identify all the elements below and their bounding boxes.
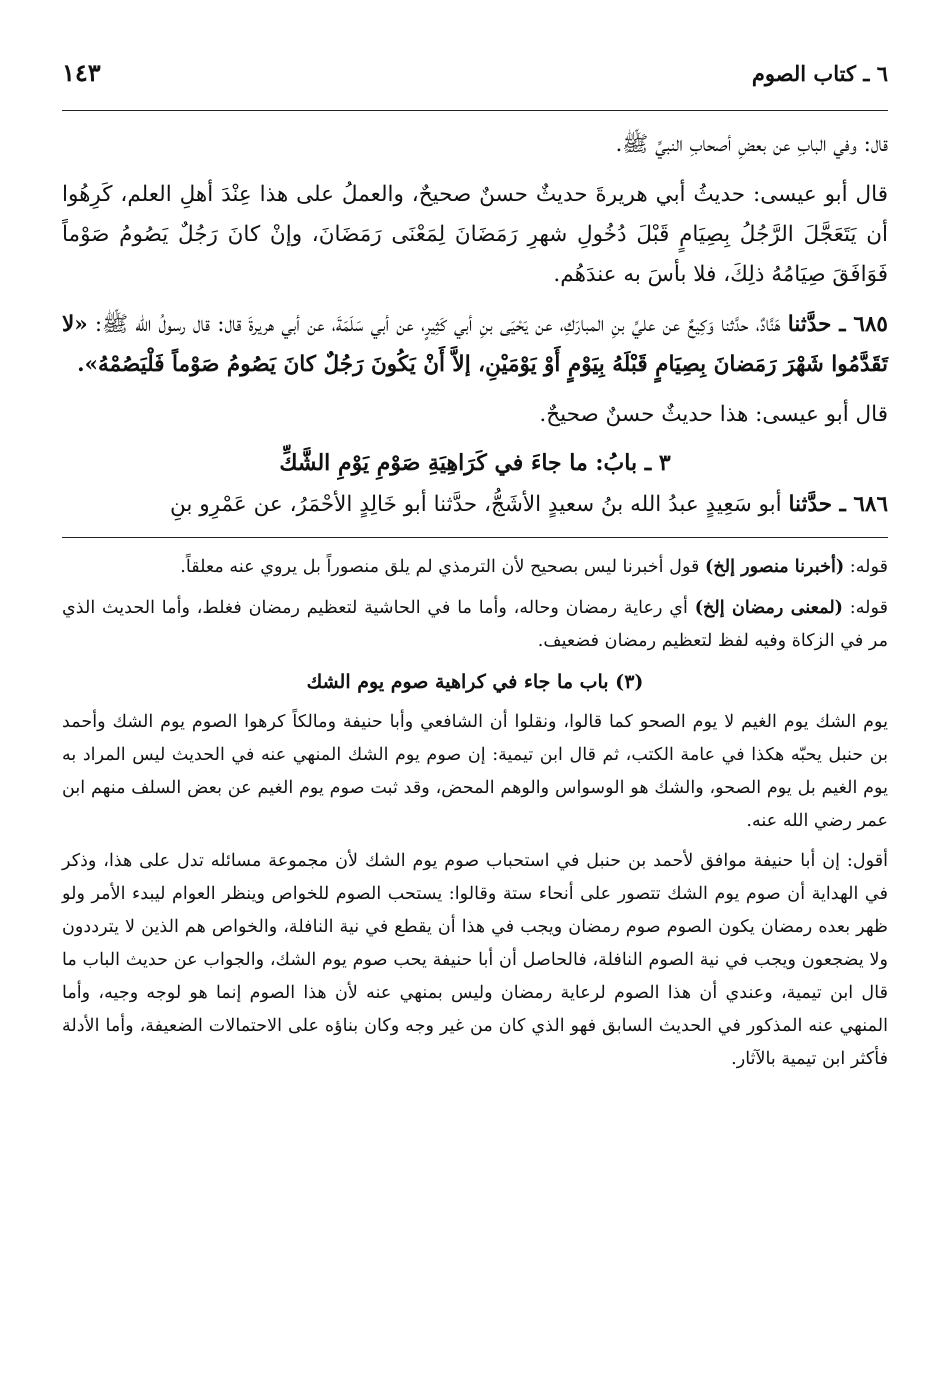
note-body: أي رعاية رمضان وحاله، وأما ما في الحاشية لتعظيم رمضان فغلط، وأما الحديث الذي مر في الزكاة وفيه لفظ لتعظيم رمضان فضعيف. <box>62 598 888 651</box>
hadith-number: ٦٨٦ ـ حدَّثنا <box>788 492 888 517</box>
hadith-isnad: هَنَّادٌ، حدَّثنا وَكِيعٌ عن عليِّ بنِ المبارَكِ، عن يَحْيَى بنِ أبي كَثِيرٍ، عن أبي سَلَمَةَ، عن أبي هريرةَ قال: قال رسولُ الله ﷺ: <box>94 312 781 337</box>
paragraph-abu-isa-comment: قال أبو عيسى: حديثُ أبي هريرةَ حديثٌ حسنٌ صحيحٌ، والعملُ على هذا عِنْدَ أهلِ العلم، كَرِهُوا أن يَتَعَجَّلَ الرَّجُلُ بِصِيَامٍ قَبْلَ دُخُولِ شهرِ رَمَضَانَ لِمَعْنَى رَمَضَانَ، وإنْ كانَ رَجُلٌ يَصُومُ صَوْماً فَوَافَقَ صِيَامُهُ ذلِكَ، فلا بأسَ به عندَهُم. <box>62 182 888 287</box>
note-lemma: (لمعنى رمضان إلخ) <box>694 597 844 618</box>
hadith-number: ٦٨٥ ـ حدَّثنا <box>787 312 888 337</box>
paragraph-grading: قال أبو عيسى: هذا حديثٌ حسنٌ صحيحٌ. <box>539 402 888 427</box>
note-prefix: قوله: <box>849 557 888 577</box>
page-header <box>62 58 888 104</box>
commentary-section-title: (٣) باب ما جاء في كراهية صوم يوم الشك <box>306 671 644 693</box>
bab-heading: ٣ ـ بابُ: ما جاءَ في كَرَاهِيَةِ صَوْمِ يَوْمِ الشَّكِّ <box>279 450 671 476</box>
paragraph-bab-note: قال: وفي البابِ عن بعضِ أصحابِ النبيِّ ﷺ. <box>615 132 888 157</box>
hadith-686 <box>62 485 888 525</box>
book-page <box>62 58 888 1076</box>
header-rule <box>62 110 888 111</box>
page-number: ١٤٣ <box>62 58 101 87</box>
note-3: يوم الشك يوم الغيم لا يوم الصحو كما قالوا، ونقلوا أن الشافعي وأبا حنيفة ومالكاً كرهوا الصوم يوم الشك وأحمد بن حنبل يحبّه هكذا في عامة الكتب، ثم قال ابن تيمية: إن صوم يوم الشك المنهي عنه في الحديث ليس المراد به يوم الغيم بل يوم الصحو، والشك هو الوسواس والوهم المحض، وقد ثبت صوم يوم الغيم عن بعض السلف منهم ابن عمر رضي الله عنه. <box>62 712 888 831</box>
note-4: أقول: إن أبا حنيفة موافق لأحمد بن حنبل في استحباب صوم يوم الشك لأن مجموعة مسائله تدل على هذا، وذكر في الهداية أن صوم يوم الشك تتصور على أنحاء ستة وقالوا: يستحب الصوم للخواص وينظر العوام ليبدء الأمر ولو ظهر بعده رمضان يكون الصوم صوم رمضان ويجب في هذا أن يقطع في نية النافلة، والخواص هم الذين لا يترددون ولا يضجعون ويجب في نية الصوم النافلة، فالحاصل أن أبا حنيفة يحب صوم يوم الشك، والجواب عن حديث الباب ما قال ابن تيمية، وعندي أن هذا الصوم لرعاية رمضان وليس بمنهي عنه لأن هذا الصوم إنما هو لوجه وجيه، وأما المنهي عنه المذكور في الحديث السابق فهو الذي كان من غير وجه وكان بناؤه على الاحتمالات الضعيفة، وأما الأدلة فأكثر ابن تيمية بالآثار. <box>62 851 888 1069</box>
hadith-685 <box>62 305 888 385</box>
chapter-title: ٦ ـ كتاب الصوم <box>751 61 888 86</box>
footnote-rule <box>62 537 888 538</box>
hadith-isnad: أبو سَعِيدٍ عبدُ الله بنُ سعيدٍ الأشَجُّ، حدَّثنا أبو خَالِدٍ الأحْمَرُ، عن عَمْرِو بنِ <box>170 492 782 517</box>
hadith-matn: «لا تَقَدَّمُوا شَهْرَ رَمَضانَ بِصِيَامٍ قَبْلَهُ بِيَوْمٍ أَوْ يَوْمَيْنِ، إلاَّ أَنْ يَكُونَ رَجُلٌ كانَ يَصُومُ صَوْماً فَلْيَصُمْهُ». <box>62 312 888 377</box>
note-2 <box>62 591 888 658</box>
note-body: قول أخبرنا ليس بصحيح لأن الترمذي لم يلق منصوراً بل يروي عنه معلقاً. <box>180 557 700 577</box>
commentary <box>62 550 888 1076</box>
note-lemma: (أخبرنا منصور إلخ) <box>705 556 845 577</box>
note-prefix: قوله: <box>849 598 889 618</box>
main-text <box>62 125 888 525</box>
note-1 <box>62 550 888 584</box>
